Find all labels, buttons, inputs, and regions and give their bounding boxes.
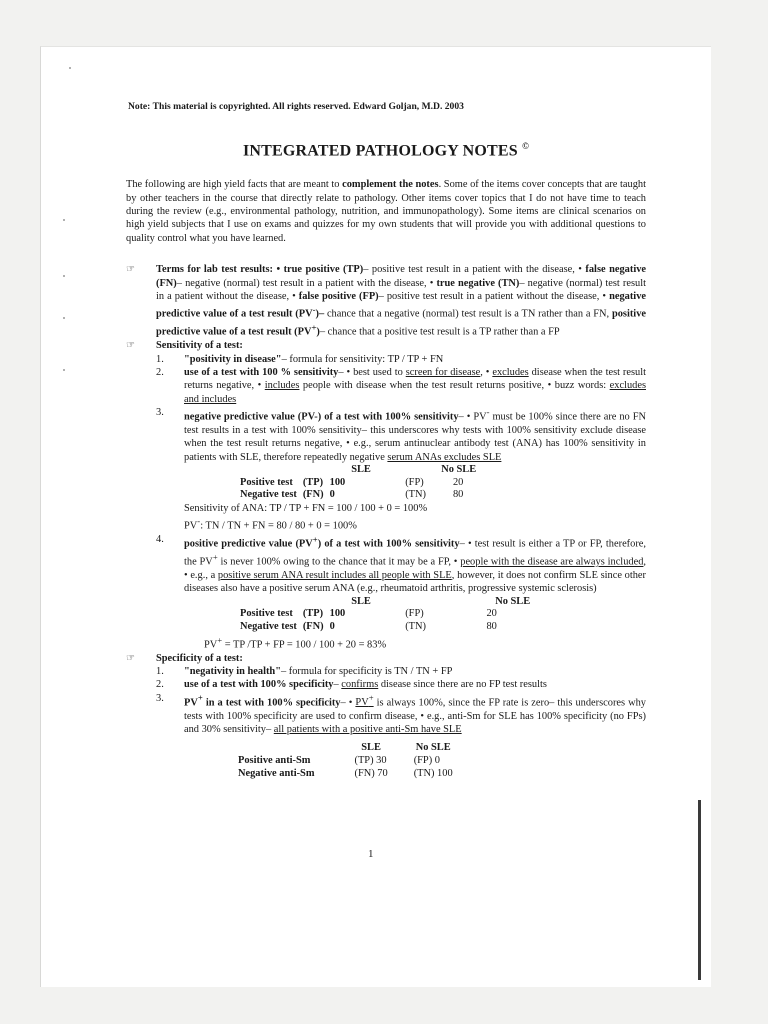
scan-speck — [63, 219, 65, 221]
page-edge-shadow — [698, 800, 701, 980]
ana-sensitivity-formula: Sensitivity of ANA: TP / TP + FN = 100 / 100 + 0 = 100% — [184, 503, 428, 515]
sensitivity-item-2: 2. use of a test with 100 % sensitivity– • best used to screen for disease, • excludes disease when the test result returns negative, • includes people with disease when the test result returns positive, • buzz words: excludes and includes — [156, 366, 647, 405]
section-sensitivity-heading: ☞ Sensitivity of a test: — [126, 340, 243, 352]
pointing-hand-icon: ☞ — [126, 340, 135, 352]
table-anti-sm: SLE No SLE Positive anti-Sm (TP) 30 (FP) 0 Negative anti-Sm (FN) 70 (TN) 100 — [238, 742, 453, 779]
ana-pv-plus-formula: PV+ = TP /TP + FP = 100 / 100 + 20 = 83% — [204, 634, 387, 651]
specificity-item-1: 1. "negativity in health"– formula for specificity is TN / TN + FP — [156, 665, 453, 677]
pointing-hand-icon: ☞ — [126, 264, 135, 276]
scan-speck — [69, 67, 71, 69]
scan-speck — [63, 317, 65, 319]
specificity-item-2: 2. use of a test with 100% specificity– confirms disease since there are no FP test results — [156, 679, 547, 691]
intro-paragraph: The following are high yield facts that are meant to complement the notes. Some of the items cover concepts that are taught by other teachers in the course that directly relate to pathology. Other items cover topics that I do not have time to teach during the review (e.g., environmental pathology, nutrition, and immunopathology). Some items are clinical scenarios on high yield subjects that I use on exams and quizzes for my own students that will provide you with additional questions to quality control what you have learned. — [126, 179, 646, 244]
sensitivity-item-3: 3. negative predictive value (PV-) of a test with 100% sensitivity– • PV- must be 100% since there are no FN test results in a test with 100% sensitivity– this underscores why tests with 100% sensitivity exclude disease when the test result returns negative, • e.g., serum antinuclear antibody test (ANA) has 100% sensitivity in patients with SLE, therefore repeatedly negative serum ANAs excludes SLE — [156, 407, 647, 463]
document-body — [126, 100, 646, 780]
copyright-mark: © — [522, 141, 529, 152]
scan-speck — [63, 275, 65, 277]
page-number: 1 — [368, 848, 374, 860]
sensitivity-item-4: 4. positive predictive value (PV+) of a test with 100% sensitivity– • test result is either a TP or FP, therefore, the PV+ is never 100% owing to the chance that it may be a FP, • people with the disease are always included, • e.g., a positive serum ANA result includes all people with SLE, however, it does not confirm SLE since other diseases also have a positive serum ANA (e.g., rheumatoid arthritis, progressive systemic sclerosis) — [156, 534, 647, 595]
specificity-item-3: 3. PV+ in a test with 100% specificity– • PV+ is always 100%, since the FP rate is zero– this underscores why tests with 100% specificity are used to confirm disease, • e.g., anti-Sm for SLE has 100% specificity (no FPs) and 30% sensitivity– all patients with a positive anti-Sm have SLE — [156, 692, 646, 736]
section-specificity-heading: ☞ Specificity of a test: — [126, 652, 243, 664]
pointing-hand-icon: ☞ — [126, 652, 135, 664]
page-title: INTEGRATED PATHOLOGY NOTES © — [242, 141, 529, 160]
table-ana-2: SLE No SLE Positive test (TP) 100 (FP) 20 Negative test (FN) 0 (TN) 80 PV+ = TP /TP + FP = 100 / 100 + 20 = 83% — [126, 596, 646, 652]
scan-speck — [63, 369, 65, 371]
ana-pv-minus-formula: PV-: TN / TN + FN = 80 / 80 + 0 = 100% — [184, 516, 357, 532]
sensitivity-item-1: 1. "positivity in disease"– formula for sensitivity: TP / TP + FN — [156, 353, 444, 365]
section-terms: ☞ Terms for lab test results: • true positive (TP)– positive test result in a patient with the disease, • false negative (FN)– negative (normal) test result in a patient with the disease, • true negative (TN)– negative (normal) test result in a patient without the disease, • false positive (FP)– positive test result in a patient without the disease, • negative predictive value of a test result (PV-)– chance that a negative (normal) test result is a TN rather than a FN, positive predictive value of a test result (PV+)– chance that a positive test result is a TP rather than a FP — [126, 264, 647, 338]
copyright-note: Note: This material is copyrighted. All rights reserved. Edward Goljan, M.D. 2003 — [128, 101, 464, 112]
table-ana-1: SLE No SLE Positive test (TP) 100 (FP) 20 Negative test (FN) 0 (TN) 80 Sensitivity of ANA: TP / TP + FN = 100 / 100 + 0 = 100% PV-: TN / TN + FN = 80 / 80 + 0 = 100% — [126, 464, 646, 533]
